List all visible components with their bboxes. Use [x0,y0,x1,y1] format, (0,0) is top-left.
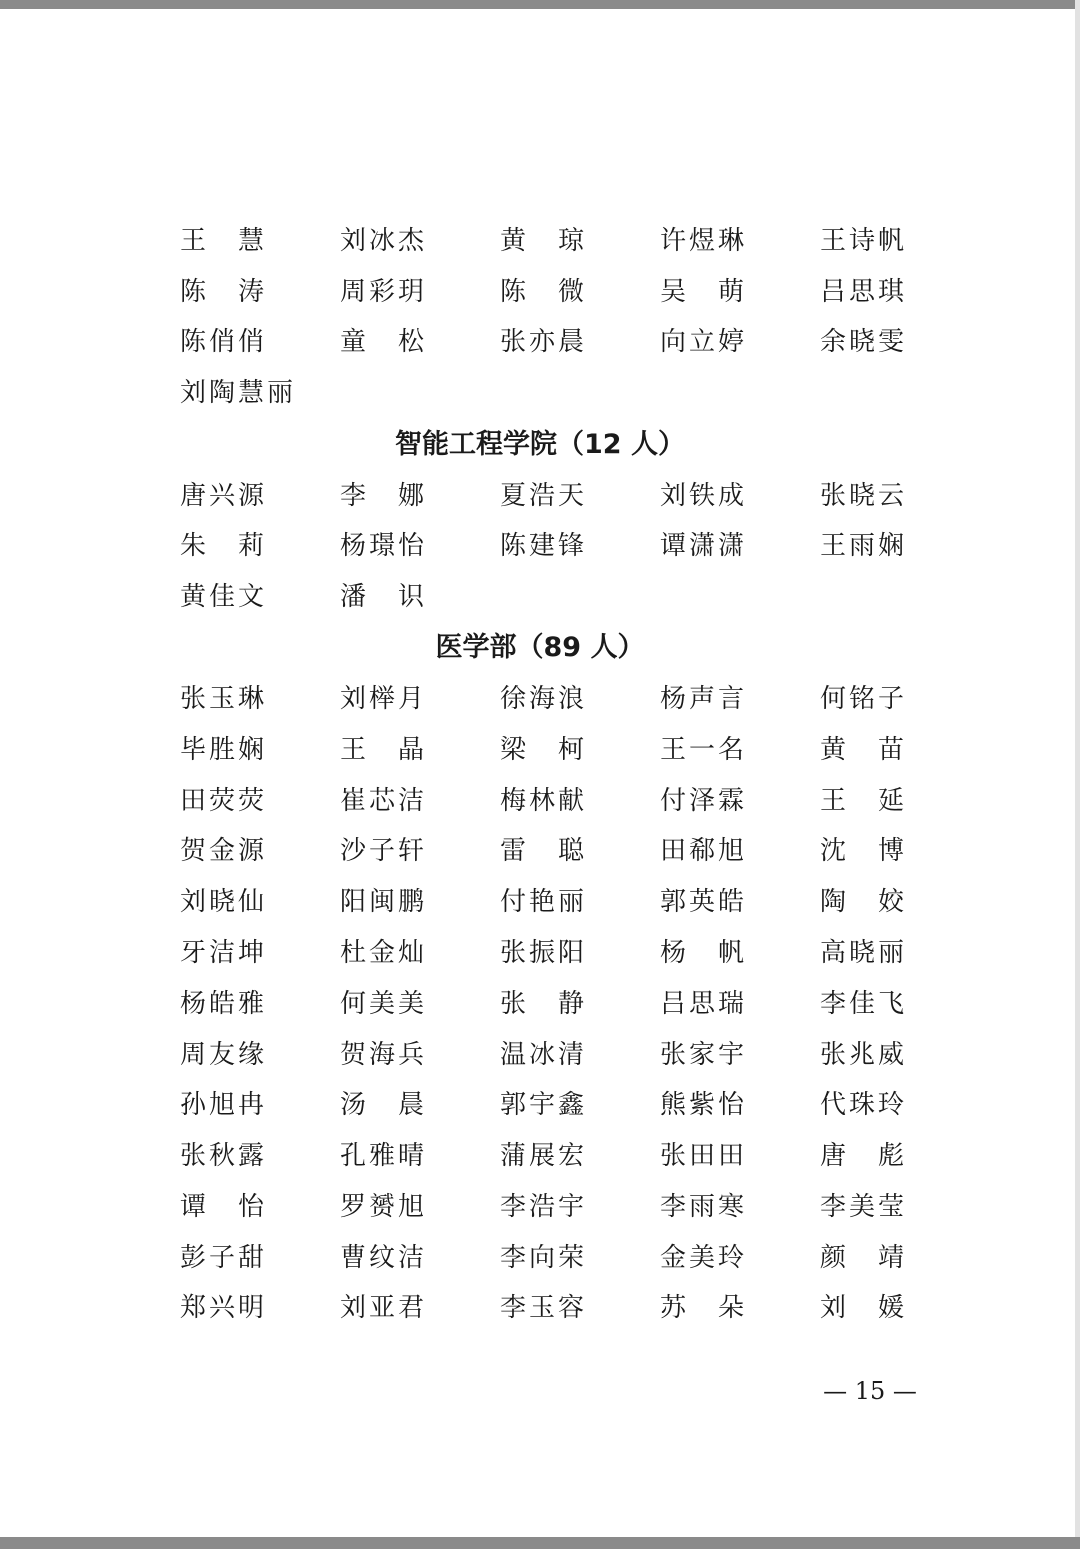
name-cell: 李浩宇 [500,1192,588,1222]
name-cell: 王 晶 [340,735,428,765]
name-cell: 谭潇潇 [660,531,748,561]
name-cell: 张家宇 [660,1040,748,1070]
name-cell: 李美莹 [820,1192,908,1222]
name-cell: 杨声言 [660,684,748,714]
name-cell: 向立婷 [660,327,748,357]
name-cell: 张晓云 [820,481,908,511]
right-edge-shadow [1075,0,1080,1549]
name-cell: 曹纹洁 [340,1243,428,1273]
name-cell: 刘亚君 [340,1293,428,1323]
name-cell: 沈 博 [820,836,908,866]
name-cell: 阳闽鹏 [340,887,428,917]
name-cell: 童 松 [340,327,428,357]
name-cell: 朱 莉 [180,531,268,561]
name-cell: 金美玲 [660,1243,748,1273]
name-cell: 雷 聪 [500,836,588,866]
name-row [180,679,940,719]
name-cell: 吴 萌 [660,277,748,307]
name-cell: 熊紫怡 [660,1090,748,1120]
name-cell: 张秋露 [180,1141,268,1171]
name-cell: 陈 涛 [180,277,268,307]
name-cell: 刘榉月 [340,684,428,714]
name-cell: 张兆威 [820,1040,908,1070]
name-cell: 余晓雯 [820,327,908,357]
name-row [180,882,940,922]
name-cell: 梅林献 [500,786,588,816]
name-cell: 谭 怡 [180,1192,268,1222]
name-cell: 王诗帆 [820,226,908,256]
name-cell: 代珠玲 [820,1090,908,1120]
name-cell: 黄 琼 [500,226,588,256]
name-cell: 李向荣 [500,1243,588,1273]
name-cell: 陈建锋 [500,531,588,561]
name-cell: 杨皓雅 [180,989,268,1019]
name-cell: 郭英皓 [660,887,748,917]
name-cell: 杨璟怡 [340,531,428,561]
name-cell: 黄佳文 [180,582,268,612]
name-row [180,933,940,973]
name-cell: 贺金源 [180,836,268,866]
name-cell: 张 静 [500,989,588,1019]
name-cell: 潘 识 [340,582,428,612]
name-cell: 毕胜娴 [180,735,268,765]
name-cell: 张亦晨 [500,327,588,357]
name-cell: 孔雅晴 [340,1141,428,1171]
name-cell: 唐兴源 [180,481,268,511]
name-row [180,526,940,566]
name-cell: 夏浩天 [500,481,588,511]
name-cell: 黄 苗 [820,735,908,765]
name-row [180,272,940,312]
name-cell: 田郗旭 [660,836,748,866]
name-cell: 郑兴明 [180,1293,268,1323]
name-row [180,322,940,362]
name-cell: 何美美 [340,989,428,1019]
name-cell: 王雨娴 [820,531,908,561]
name-cell: 高晓丽 [820,938,908,968]
name-cell: 梁 柯 [500,735,588,765]
name-row [180,1288,940,1328]
name-row [180,221,940,261]
name-cell: 陈 微 [500,277,588,307]
name-cell: 王 延 [820,786,908,816]
name-cell: 陈俏俏 [180,327,268,357]
name-cell: 郭宇鑫 [500,1090,588,1120]
name-cell: 张田田 [660,1141,748,1171]
name-cell: 汤 晨 [340,1090,428,1120]
name-cell: 周彩玥 [340,277,428,307]
name-cell: 李雨寒 [660,1192,748,1222]
top-border [0,0,1080,9]
name-cell: 刘冰杰 [340,226,428,256]
name-row [180,781,940,821]
name-cell: 唐 彪 [820,1141,908,1171]
name-cell: 温冰清 [500,1040,588,1070]
name-row [180,984,940,1024]
name-cell: 付泽霖 [660,786,748,816]
name-row [180,1187,940,1227]
name-cell: 彭子甜 [180,1243,268,1273]
section-title: 医学部（89 人） [435,632,645,663]
name-cell: 李玉容 [500,1293,588,1323]
name-row [180,1136,940,1176]
name-cell: 李 娜 [340,481,428,511]
bottom-border [0,1537,1080,1549]
name-cell: 杜金灿 [340,938,428,968]
name-cell: 牙洁坤 [180,938,268,968]
name-cell: 沙子轩 [340,836,428,866]
name-row [180,577,940,617]
page-number: — 15 — [823,1377,917,1405]
name-cell: 田荧荧 [180,786,268,816]
name-cell: 崔芯洁 [340,786,428,816]
name-row [180,1085,940,1125]
name-cell: 王 慧 [180,226,268,256]
name-cell: 李佳飞 [820,989,908,1019]
name-cell: 颜 靖 [820,1243,908,1273]
name-cell: 刘铁成 [660,481,748,511]
name-cell: 罗赟旭 [340,1192,428,1222]
name-row [180,831,940,871]
name-row [180,373,940,413]
name-cell: 吕思瑞 [660,989,748,1019]
name-row [180,1238,940,1278]
name-cell: 徐海浪 [500,684,588,714]
name-cell: 孙旭冉 [180,1090,268,1120]
name-cell: 张振阳 [500,938,588,968]
name-cell: 陶 姣 [820,887,908,917]
name-cell: 刘陶慧丽 [180,378,297,408]
name-cell: 王一名 [660,735,748,765]
name-cell: 贺海兵 [340,1040,428,1070]
name-row [180,476,940,516]
name-row [180,730,940,770]
name-cell: 周友缘 [180,1040,268,1070]
name-cell: 张玉琳 [180,684,268,714]
name-cell: 蒲展宏 [500,1141,588,1171]
name-cell: 刘 媛 [820,1293,908,1323]
name-cell: 苏 朵 [660,1293,748,1323]
name-cell: 刘晓仙 [180,887,268,917]
name-cell: 吕思琪 [820,277,908,307]
name-cell: 何铭子 [820,684,908,714]
name-cell: 付艳丽 [500,887,588,917]
name-row [180,1035,940,1075]
name-cell: 许煜琳 [660,226,748,256]
section-title: 智能工程学院（12 人） [395,429,685,460]
name-cell: 杨 帆 [660,938,748,968]
